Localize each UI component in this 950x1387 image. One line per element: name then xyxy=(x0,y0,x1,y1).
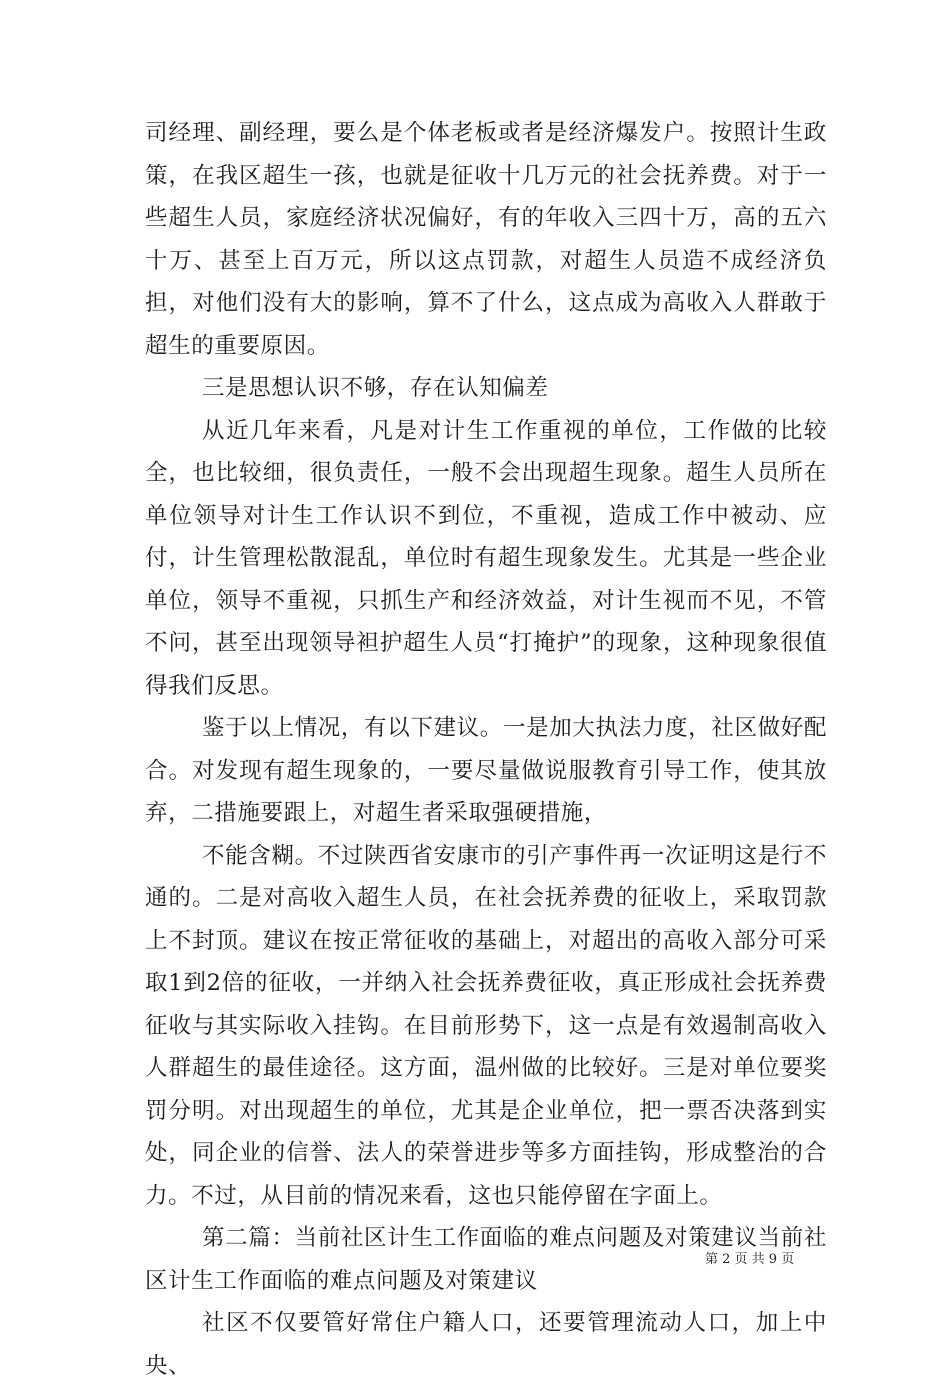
page-number: 第 2 页 共 9 页 xyxy=(705,1252,795,1267)
paragraph-4: 鉴于以上情况，有以下建议。一是加大执法力度，社区做好配合。对发现有超生现象的，一要尽量做说服教育引导工作，使其放弃，二措施要跟上，对超生者采取强硬措施， xyxy=(145,715,827,826)
paragraph-1: 司经理、副经理，要么是个体老板或者是经济爆发户。按照计生政策，在我区超生一孩，也就是征收十几万元的社会抚养费。对于一些超生人员，家庭经济状况偏好，有的年收入三四十万，高的五六十万、甚至上百万元，所以这点罚款，对超生人员造不成经济负担，对他们没有大的影响，算不了什么，这点成为高收入人群敢于超生的重要原因。 xyxy=(145,120,827,359)
paragraph-6-section-title: 第二篇：当前社区计生工作面临的难点问题及对策建议当前社区计生工作面临的难点问题及对策建议 xyxy=(145,1225,827,1294)
paragraph-2-heading: 三是思想认识不够，存在认知偏差 xyxy=(202,375,549,401)
document-body xyxy=(145,112,827,1387)
paragraph-5: 不能含糊。不过陕西省安康市的引产事件再一次证明这是行不通的。二是对高收入超生人员，在社会抚养费的征收上，采取罚款上不封顶。建议在按正常征收的基础上，对超出的高收入部分可采取1到2倍的征收，一并纳入社会抚养费征收，真正形成社会抚养费征收与其实际收入挂钩。在目前形势下，这一点是有效遏制高收入人群超生的最佳途径。这方面，温州做的比较好。三是对单位要奖罚分明。对出现超生的单位，尤其是企业单位，把一票否决落到实处，同企业的信誉、法人的荣誉进步等多方面挂钩，形成整治的合力。不过，从目前的情况来看，这也只能停留在字面上。 xyxy=(145,842,827,1209)
paragraph-3: 从近几年来看，凡是对计生工作重视的单位，工作做的比较全，也比较细，很负责任，一般不会出现超生现象。超生人员所在单位领导对计生工作认识不到位，不重视，造成工作中被动、应付，计生管理松散混乱，单位时有超生现象发生。尤其是一些企业单位，领导不重视，只抓生产和经济效益，对计生视而不见，不管不问，甚至出现领导袒护超生人员“打掩护”的现象，这种现象很值得我们反思。 xyxy=(145,417,827,699)
paragraph-7: 社区不仅要管好常住户籍人口，还要管理流动人口，加上中央、 xyxy=(145,1310,827,1379)
